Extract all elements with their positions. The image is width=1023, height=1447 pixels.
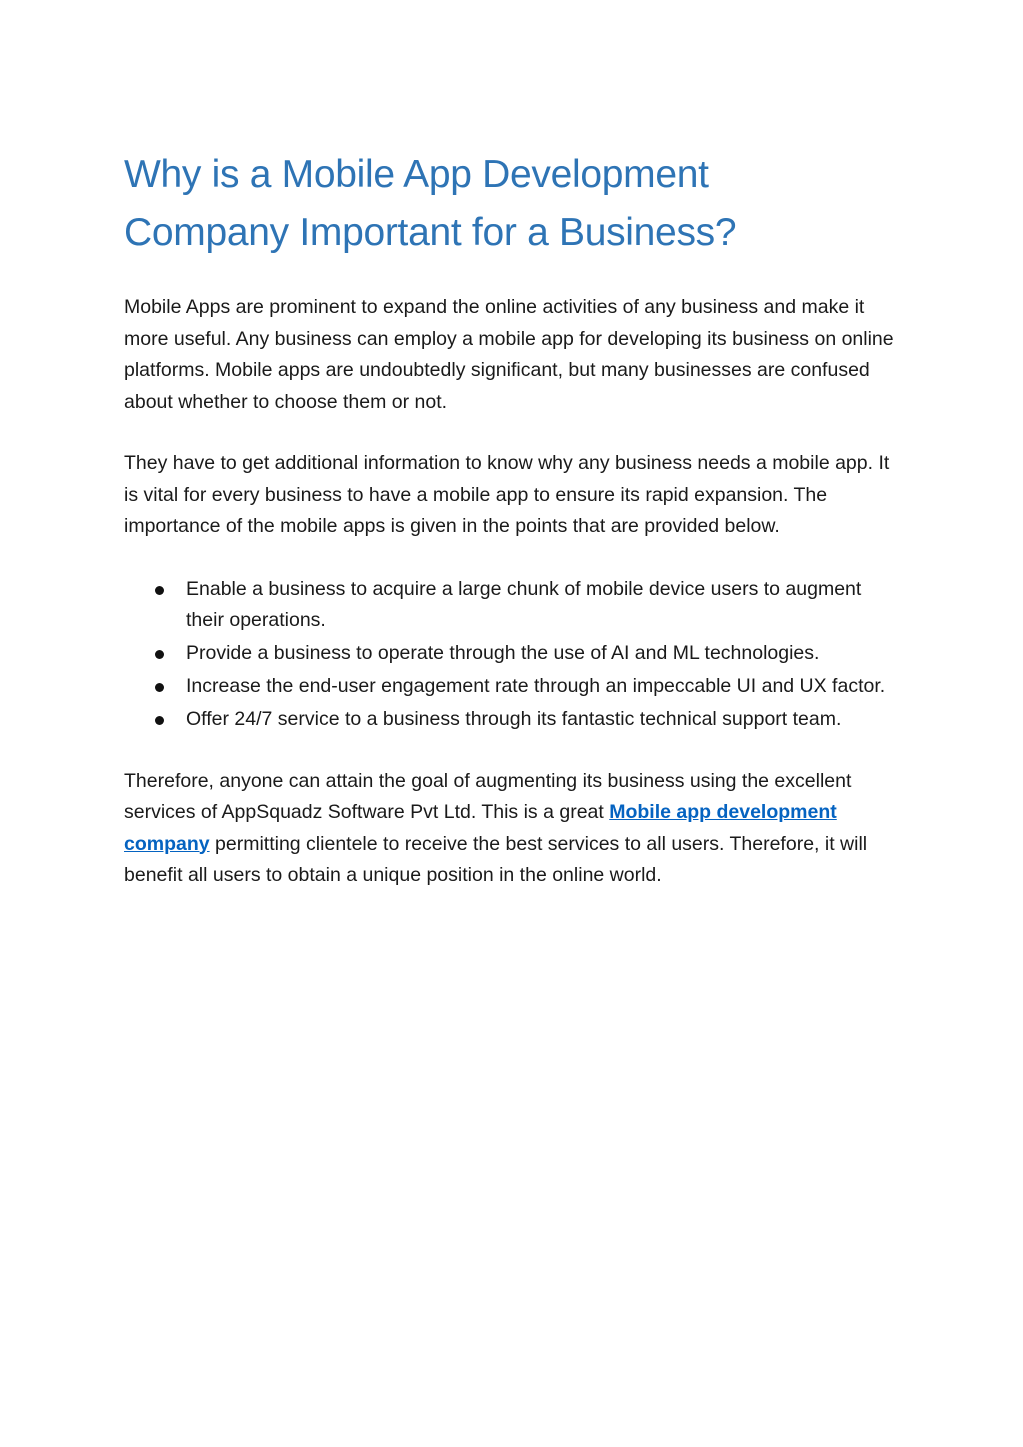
conclusion-paragraph [124, 766, 899, 892]
conclusion-text-start: Therefore, anyone can attain the goal of augmenting its business using the excellent services of AppSquadz Software Pvt Ltd. This is a great [124, 769, 852, 823]
bullet-dot-icon [155, 716, 164, 725]
list-item-text: Increase the end-user engagement rate through an impeccable UI and UX factor. [186, 675, 886, 697]
bullet-dot-icon [155, 683, 164, 692]
list-item [124, 574, 899, 637]
list-item [124, 671, 899, 703]
document-title-line-1: Why is a Mobile App Development [124, 153, 709, 196]
conclusion-text-end: permitting clientele to receive the best services to all users. Therefore, it will benefit all users to obtain a unique position in the online world. [124, 832, 868, 886]
intro-paragraph: Mobile Apps are prominent to expand the online activities of any business and make it more useful. Any business can employ a mobile app for developing its business on online platforms. Mobile apps are undoubtedly significant, but many businesses are confused about whether to choose them or not. [124, 296, 894, 413]
document-title-line-2: Company Important for a Business? [124, 211, 737, 254]
list-item-text: Enable a business to acquire a large chunk of mobile device users to augment their operations. [186, 577, 862, 631]
document-title [124, 146, 899, 262]
bullet-dot-icon [155, 586, 164, 595]
list-item [124, 638, 899, 670]
list-item [124, 704, 899, 736]
document-content [124, 146, 899, 892]
bullet-dot-icon [155, 650, 164, 659]
list-item-text: Offer 24/7 service to a business through its fantastic technical support team. [186, 708, 842, 730]
benefits-list [124, 574, 899, 736]
mobile-app-development-company-link[interactable]: Mobile app development company [124, 801, 837, 855]
list-item-text: Provide a business to operate through the use of AI and ML technologies. [186, 642, 820, 664]
context-paragraph: They have to get additional information to know why any business needs a mobile app. It is vital for every business to have a mobile app to ensure its rapid expansion. The importance of the mobile apps is given in the points that are provided below. [124, 452, 890, 537]
